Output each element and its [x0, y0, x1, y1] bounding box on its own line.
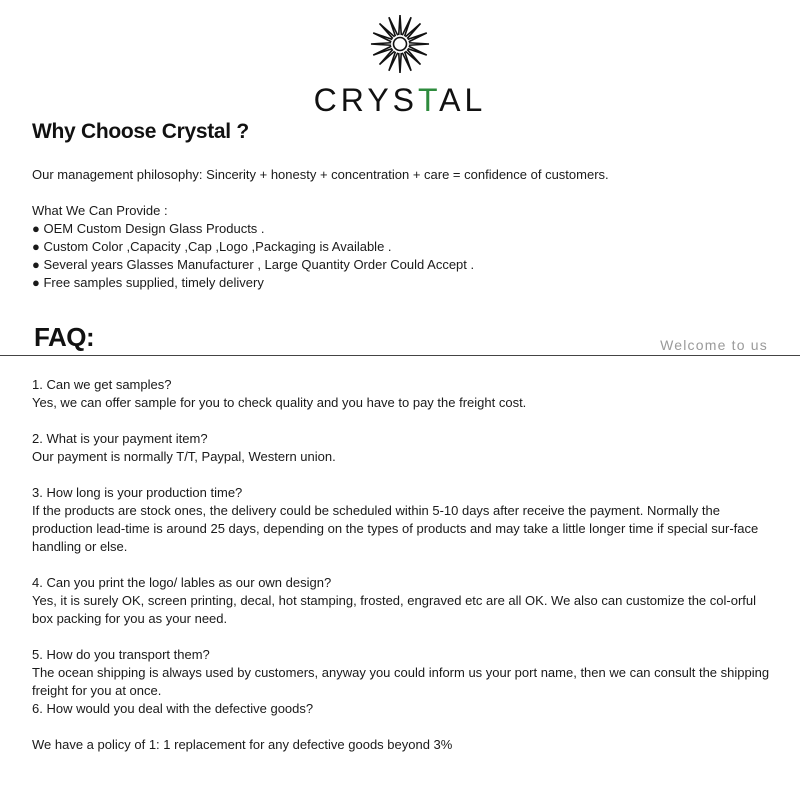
faq-answer: The ocean shipping is always used by customers, anyway you could inform us your port name, then we can consult the shipping freight for you at once. — [32, 665, 770, 698]
brand-name-accent: T — [418, 82, 440, 118]
why-choose-heading: Why Choose Crystal ? — [32, 120, 249, 143]
provide-title: What We Can Provide : — [32, 203, 168, 218]
faq-answer: Yes, it is surely OK, screen printing, decal, hot stamping, frosted, engraved etc are all OK. We also can customize the col-orful box packing for you as your need. — [32, 593, 757, 626]
welcome-text: Welcome to us — [660, 337, 768, 353]
brand-name-suffix: AL — [439, 82, 487, 118]
faq-answer: We have a policy of 1: 1 replacement for any defective goods beyond 3% — [32, 737, 453, 752]
philosophy-text: Our management philosophy: Sincerity + honesty + concentration + care = confidence of customers. — [32, 167, 609, 182]
faq-question: 4. Can you print the logo/ lables as our own design? — [32, 575, 332, 590]
starburst-icon — [368, 12, 432, 76]
faq-answer: If the products are stock ones, the delivery could be scheduled within 5-10 days after receive the payment. Normally the production lead-time is around 25 days, depending on the types of products and may take a little longer time if special sur-face handling or else. — [32, 503, 759, 554]
divider — [0, 355, 800, 356]
logo-ray — [399, 15, 402, 35]
faq-question: 5. How do you transport them? — [32, 647, 210, 662]
provide-list — [32, 202, 474, 292]
logo-ray — [409, 43, 429, 46]
faq-question: 3. How long is your production time? — [32, 485, 243, 500]
faq-heading: FAQ: — [34, 322, 95, 352]
list-item: ● Custom Color ,Capacity ,Cap ,Logo ,Packaging is Available . — [32, 239, 392, 254]
logo-ray — [371, 43, 391, 46]
logo-ray — [399, 53, 402, 73]
faq-question: 2. What is your payment item? — [32, 431, 208, 446]
brand-logo — [0, 0, 800, 120]
faq-question: 6. How would you deal with the defective goods? — [32, 701, 314, 716]
list-item: ● Several years Glasses Manufacturer , Large Quantity Order Could Accept . — [32, 257, 475, 272]
brand-name — [0, 82, 800, 119]
brand-name-prefix: CRYS — [313, 82, 418, 118]
list-item: ● Free samples supplied, timely delivery — [32, 275, 264, 290]
faq-question: 1. Can we get samples? — [32, 377, 172, 392]
faq-answer: Our payment is normally T/T, Paypal, Western union. — [32, 449, 336, 464]
faq-list — [32, 376, 772, 754]
list-item: ● OEM Custom Design Glass Products . — [32, 221, 265, 236]
faq-answer: Yes, we can offer sample for you to check quality and you have to pay the freight cost. — [32, 395, 527, 410]
